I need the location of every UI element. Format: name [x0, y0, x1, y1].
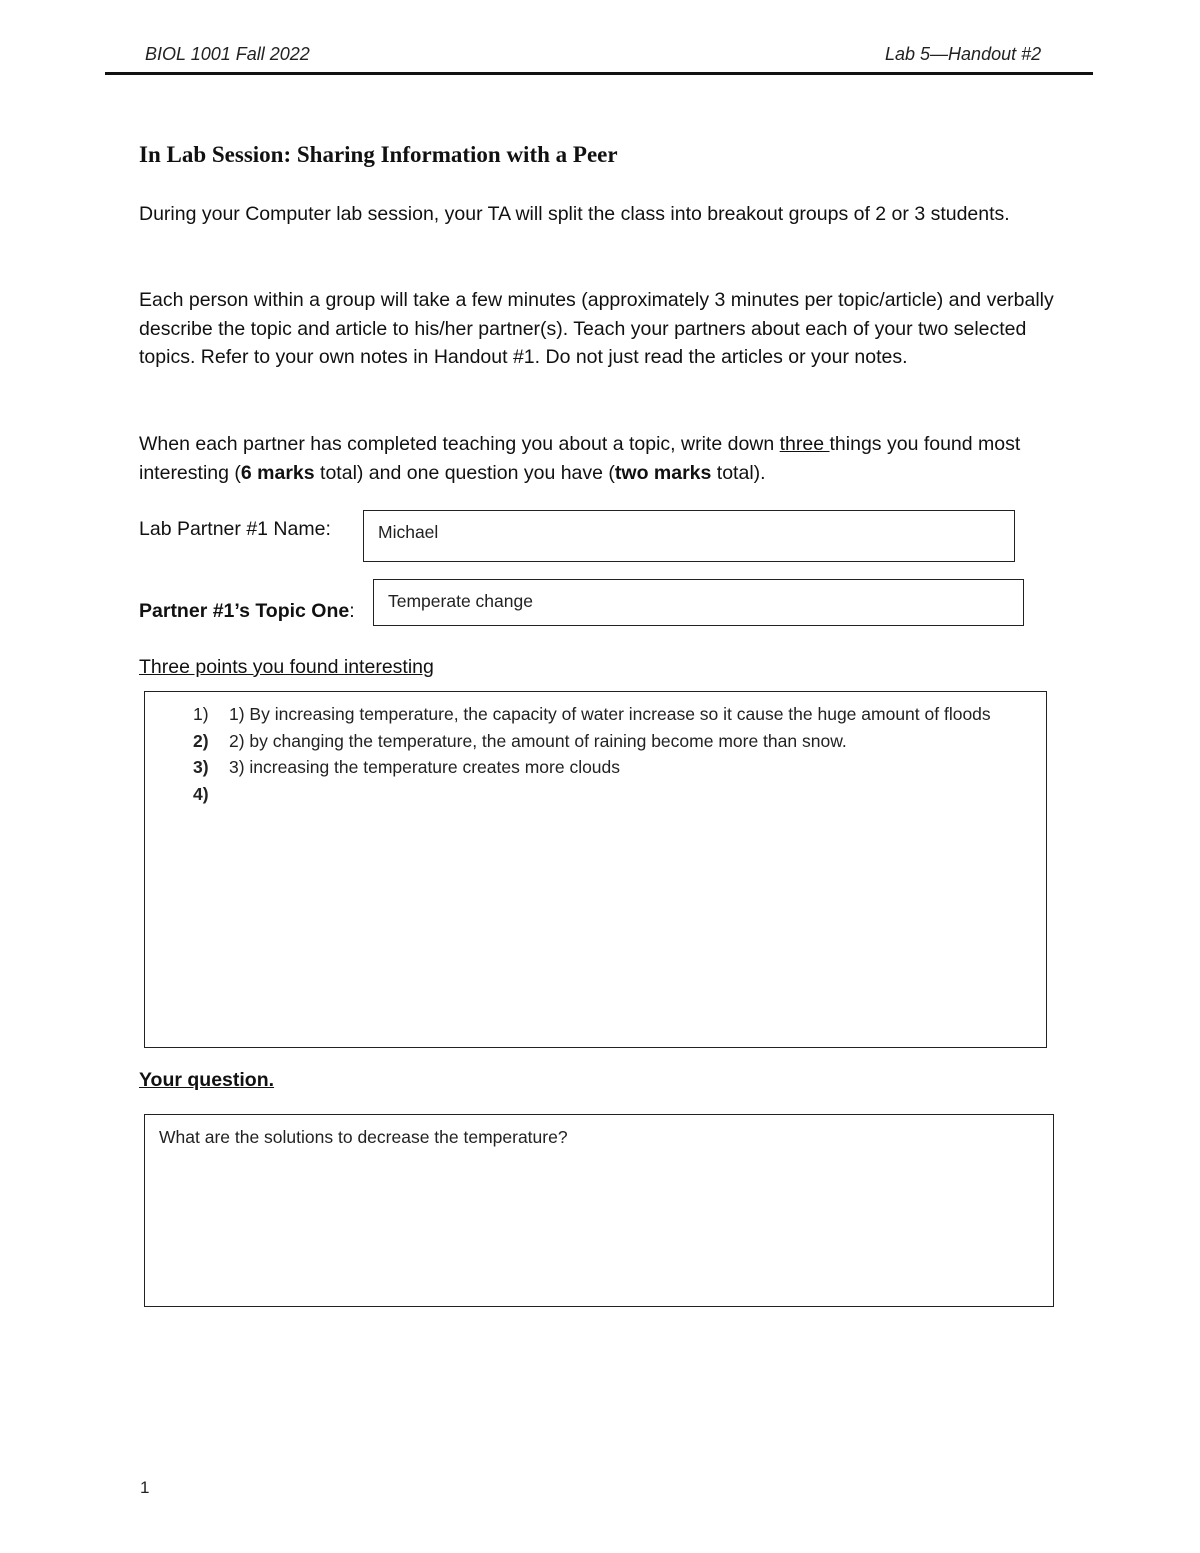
question-value: What are the solutions to decrease the temperature? — [159, 1127, 568, 1147]
point-number: 3) — [193, 757, 209, 777]
partner-name-value: Michael — [378, 522, 439, 542]
point-text: 2) by changing the temperature, the amount of raining become more than snow. — [229, 730, 847, 751]
list-item — [193, 781, 1033, 808]
partner-topic-label: Partner #1’s Topic One: — [139, 600, 355, 622]
point-text — [229, 781, 1033, 808]
point-number: 4) — [193, 783, 209, 804]
point-text: 3) increasing the temperature creates more clouds — [229, 757, 621, 777]
partner-name-field[interactable] — [363, 510, 1015, 562]
list-item — [193, 754, 1033, 781]
question-field[interactable] — [144, 1114, 1054, 1307]
question-heading: Your question. — [139, 1069, 275, 1091]
intro-text: During your Computer lab session, your TA will split the class into breakout groups of 2 or 3 students. — [139, 203, 1010, 225]
partner-topic-field[interactable] — [373, 579, 1024, 626]
task-paragraph — [139, 430, 1069, 487]
two-marks-emphasis: two marks — [614, 461, 712, 484]
partner-topic-value: Temperate change — [388, 591, 533, 611]
page-number: 1 — [140, 1478, 150, 1497]
point-number: 2) — [193, 730, 209, 751]
point-text: 1) By increasing temperature, the capacity of water increase so it cause the huge amount of floods — [229, 704, 991, 724]
list-item — [193, 701, 1033, 728]
page-title: In Lab Session: Sharing Information with a Peer — [139, 142, 618, 167]
point-number: 1) — [193, 704, 209, 724]
header-divider — [105, 72, 1093, 75]
three-emphasis: three — [779, 433, 830, 455]
points-field[interactable] — [144, 691, 1047, 1048]
list-item — [193, 728, 1033, 755]
points-heading: Three points you found interesting — [139, 656, 434, 678]
points-list — [193, 701, 1033, 807]
instructions-paragraph — [139, 286, 1069, 372]
partner-name-label: Lab Partner #1 Name: — [139, 518, 331, 540]
intro-paragraph — [139, 200, 1069, 229]
task-text: When each partner has completed teaching you about a topic, write down three things you found most interesting (6 marks total) and one question you have (two marks total). — [139, 433, 1021, 484]
header-course: BIOL 1001 Fall 2022 — [145, 44, 310, 64]
instructions-text: Each person within a group will take a few minutes (approximately 3 minutes per topic/article) and verbally describe the topic and article to his/her partner(s). Teach your partners about each of your two selected topics. Refer to your own notes in Handout #1. Do not just read the articles or your notes. — [139, 289, 1054, 368]
six-marks-emphasis: 6 marks — [240, 461, 315, 484]
header-handout: Lab 5—Handout #2 — [885, 44, 1042, 64]
